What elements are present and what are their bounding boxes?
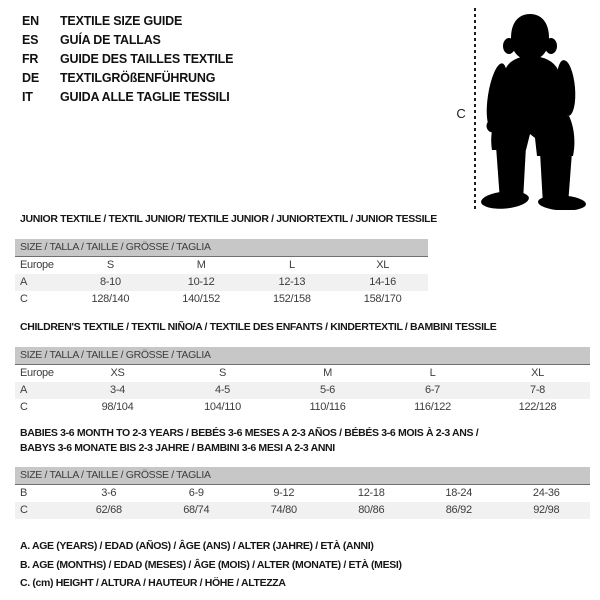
age-cell: 3-4	[110, 384, 125, 396]
height-cell: 62/68	[95, 504, 122, 516]
height-cell: 152/158	[273, 293, 311, 305]
size-header-bar: SIZE / TALLA / TAILLE / GRÖSSE / TAGLIA	[15, 239, 428, 257]
height-cell: 122/128	[518, 401, 557, 413]
guide-title: GUÍA DE TALLAS	[60, 32, 161, 47]
age-cell: 3-6	[101, 487, 117, 499]
legend-block	[20, 537, 402, 593]
babies-table-title-line1: BABIES 3-6 MONTH TO 2-3 YEARS / BEBÉS 3-6 MESES A 2-3 AÑOS / BÉBÉS 3-6 MOIS À 2-3 ANS /	[20, 427, 479, 439]
language-code: IT	[22, 89, 33, 104]
age-cell: 6-7	[425, 384, 440, 396]
age-cell: 4-5	[215, 384, 230, 396]
size-cell: S	[218, 367, 227, 379]
language-title-block	[22, 11, 233, 106]
legend-height: C. (cm) HEIGHT / ALTURA / HAUTEUR / HÖHE / ALTEZZA	[20, 577, 286, 589]
age-cell: 18-24	[445, 487, 473, 499]
size-cell: L	[288, 259, 295, 271]
size-header-bar: SIZE / TALLA / TAILLE / GRÖSSE / TAGLIA	[15, 467, 590, 485]
size-cell: S	[106, 259, 114, 271]
size-cell: M	[323, 367, 332, 379]
row-label: Europe	[20, 367, 54, 379]
table-row-age	[15, 382, 590, 399]
age-cell: 8-10	[99, 276, 121, 288]
legend-age-years: A. AGE (YEARS) / EDAD (AÑOS) / ÂGE (ANS) / ALTER (JAHRE) / ETÀ (ANNI)	[20, 540, 374, 552]
junior-table-title: JUNIOR TEXTILE / TEXTIL JUNIOR/ TEXTILE JUNIOR / JUNIORTEXTIL / JUNIOR TESSILE	[20, 213, 437, 225]
height-cell: 68/74	[183, 504, 210, 516]
row-label: C	[20, 401, 28, 413]
language-code: ES	[22, 32, 39, 47]
legend-age-months: B. AGE (MONTHS) / EDAD (MESES) / ÂGE (MOIS) / ALTER (MONATE) / ETÀ (MESI)	[20, 558, 402, 571]
language-row	[22, 49, 233, 68]
height-cell: 158/170	[363, 293, 402, 305]
baby-silhouette-icon	[480, 8, 592, 210]
table-row-europe	[15, 257, 428, 274]
height-cell: 128/140	[91, 293, 130, 305]
height-cell: 92/98	[533, 504, 560, 516]
row-label: A	[20, 384, 28, 396]
height-cell: 110/116	[309, 401, 346, 413]
language-row	[22, 68, 233, 87]
height-cell: 80/86	[358, 504, 385, 516]
table-row-age-months	[15, 485, 590, 502]
size-cell: XS	[110, 367, 125, 379]
height-measure-line	[474, 8, 476, 209]
guide-title: TEXTILGRÖßENFÜHRUNG	[60, 70, 216, 85]
size-cell: L	[429, 367, 436, 379]
age-cell: 5-6	[320, 384, 335, 396]
guide-title: TEXTILE SIZE GUIDE	[60, 13, 183, 28]
table-row-height	[15, 399, 590, 416]
row-label: C	[20, 504, 28, 516]
row-label: B	[20, 487, 28, 499]
children-size-table	[15, 347, 590, 416]
age-cell: 12-18	[357, 487, 385, 499]
height-cell: 140/152	[182, 293, 220, 305]
baby-figure	[450, 6, 598, 212]
age-cell: 14-16	[369, 276, 396, 288]
height-cell: 104/110	[204, 401, 241, 413]
language-code: FR	[22, 51, 39, 66]
table-row-europe	[15, 365, 590, 382]
babies-size-table	[15, 467, 590, 519]
height-cell: 98/104	[101, 401, 134, 413]
children-table-title: CHILDREN'S TEXTILE / TEXTIL NIÑO/A / TEXTILE DES ENFANTS / KINDERTEXTIL / BAMBINI TESSILE	[20, 321, 497, 333]
age-cell: 6-9	[188, 487, 204, 499]
guide-title: GUIDE DES TAILLES TEXTILE	[60, 51, 234, 66]
language-code: EN	[22, 13, 39, 28]
age-cell: 9-12	[273, 487, 295, 499]
height-cell: 74/80	[270, 504, 297, 516]
language-row	[22, 87, 233, 106]
row-label: A	[20, 276, 28, 288]
babies-table-title-line2: BABYS 3-6 MONATE BIS 2-3 JAHRE / BAMBINI 3-6 MESI A 2-3 ANNI	[20, 442, 335, 454]
age-cell: 7-8	[530, 384, 545, 396]
size-header-bar: SIZE / TALLA / TAILLE / GRÖSSE / TAGLIA	[15, 347, 590, 365]
language-row	[22, 30, 233, 49]
age-cell: 24-36	[532, 487, 560, 499]
size-cell: XL	[531, 367, 544, 379]
table-row-height	[15, 291, 428, 308]
height-measure-label: C	[456, 106, 466, 121]
row-label: Europe	[20, 259, 54, 271]
guide-title: GUIDA ALLE TAGLIE TESSILI	[60, 89, 230, 104]
height-cell: 116/122	[414, 401, 451, 413]
size-cell: M	[196, 259, 206, 271]
age-cell: 12-13	[278, 276, 306, 288]
language-row	[22, 11, 233, 30]
junior-size-table	[15, 239, 428, 308]
age-cell: 10-12	[187, 276, 215, 288]
height-cell: 86/92	[445, 504, 472, 516]
table-row-height	[15, 502, 590, 519]
size-cell: XL	[376, 259, 390, 271]
table-row-age	[15, 274, 428, 291]
language-code: DE	[22, 70, 39, 85]
row-label: C	[20, 293, 28, 305]
